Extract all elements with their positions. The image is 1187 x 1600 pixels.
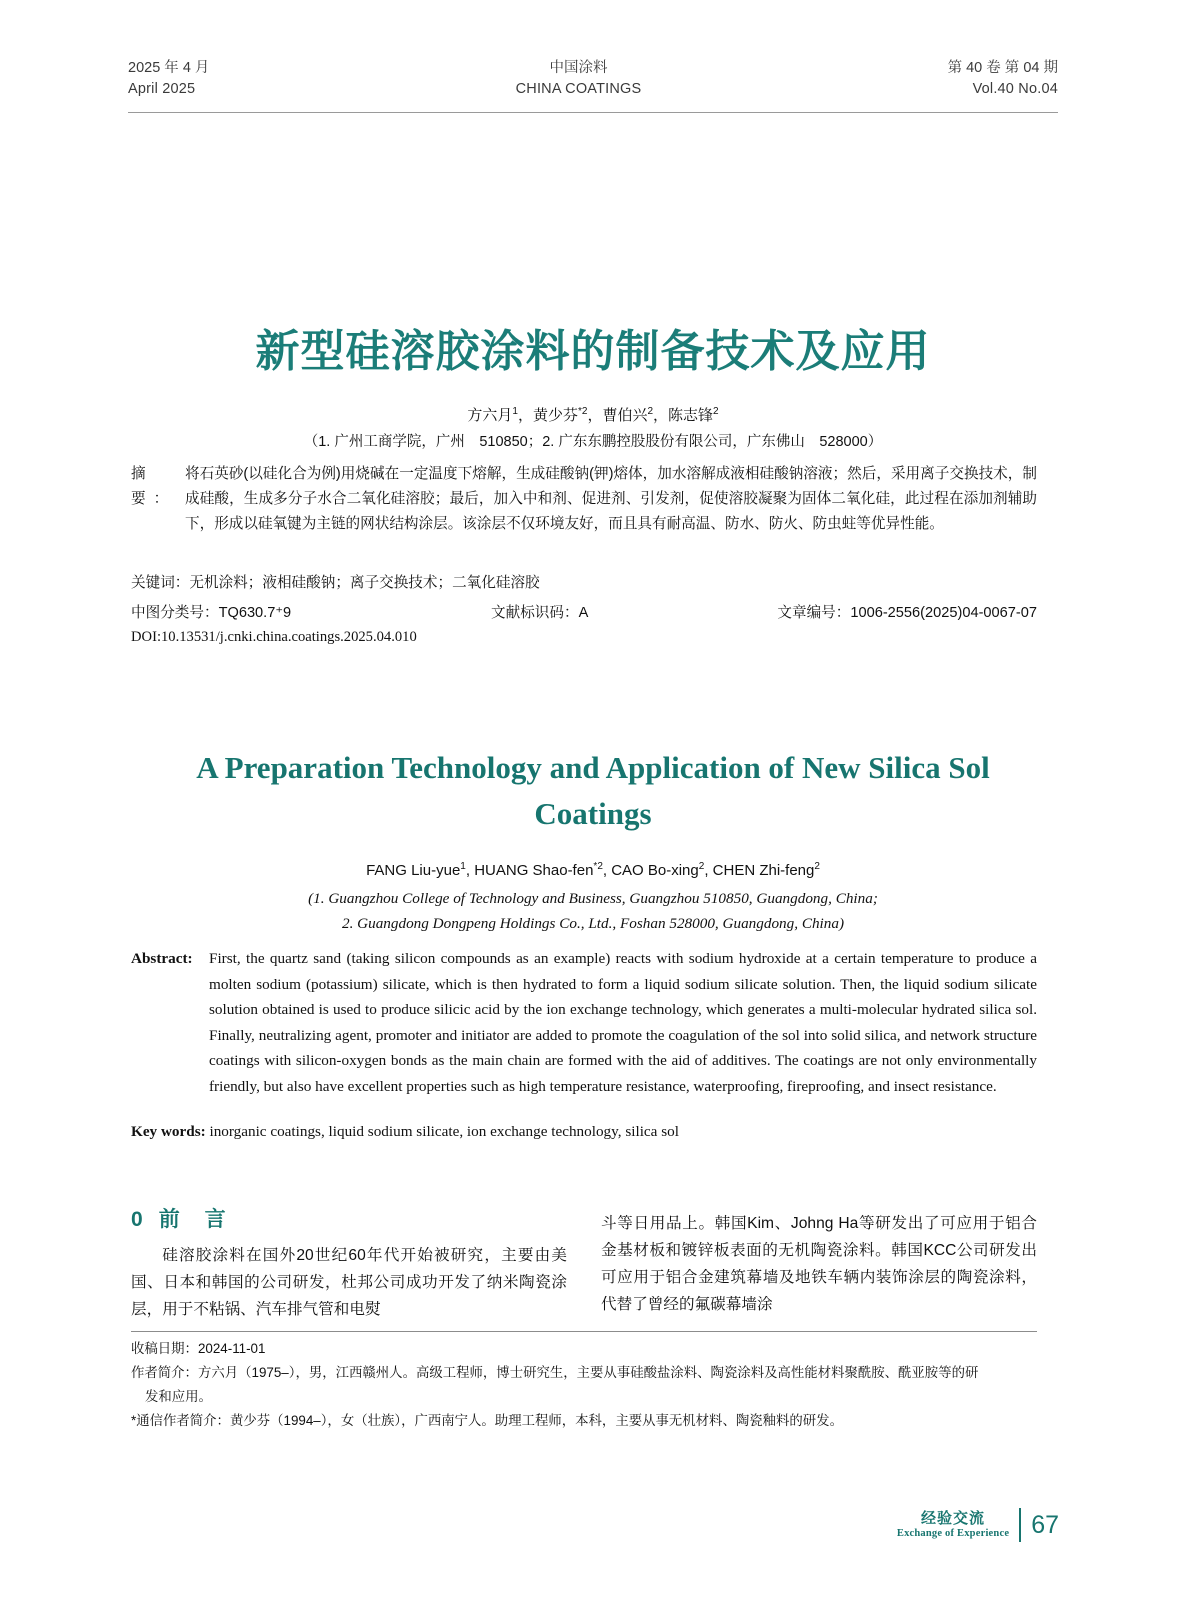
keywords-cn: 关键词：无机涂料；液相硅酸钠；离子交换技术；二氧化硅溶胶 — [131, 575, 540, 591]
section-heading — [131, 1203, 228, 1233]
keywords-en — [131, 1119, 1037, 1144]
volume-issue-cn: 第 40 卷 第 04 期 — [947, 60, 1058, 76]
abstract-text-en: First, the quartz sand (taking silicon compounds as an example) reacts with sodium hydroxide at a certain temperature to produce a molten sodium (potassium) silicate, which is then hydrated to form a liquid sodium silicate solution. Then, the liquid sodium silicate solution obtained is used to produce silicic acid by the ion exchange technology, which generates a multi-molecular hydrated silica sol. Finally, neutralizing agent, promoter and initiator are added to promote the coagulation of the sol into solid silica, and network structure coatings with silicon-oxygen bonds as the main chain are formed with the aid of additives. The coatings are not only environmentally friendly, but also have excellent properties such as high temperature resistance, waterproofing, fireproofing, and insect resistance. — [209, 950, 1037, 1095]
journal-name-cn: 中国涂料 — [549, 60, 608, 76]
footer-divider — [1019, 1508, 1021, 1542]
author-bio-line1: 作者简介：方六月（1975–），男，江西赣州人。高级工程师，博士研究生，主要从事硅酸盐涂料、陶瓷涂料及高性能材料聚酰胺、酰亚胺等的研 — [131, 1365, 979, 1380]
authors-cn: 方六月$^1$，黄少芬$^{*2}$，曹伯兴$^2$，陈志锋$^2$ — [467, 406, 719, 424]
affiliation-en-line1: (1. Guangzhou College of Technology and Business, Guangzhou 510850, Guangdong, China; — [308, 890, 878, 907]
footer-section-en: Exchange of Experience — [896, 1527, 1010, 1539]
affiliation-en — [128, 886, 1058, 936]
footnotes — [131, 1337, 1037, 1433]
affiliation-en-line2: 2. Guangdong Dongpeng Holdings Co., Ltd., Foshan 528000, Guangdong, China) — [341, 915, 845, 932]
page-number: 67 — [1031, 1510, 1059, 1539]
running-head-left — [128, 58, 209, 100]
issue-date-cn: 2025 年 4 月 — [128, 60, 210, 76]
abstract-cn — [131, 462, 1037, 537]
body-column-right: 斗等日用品上。韩国Kim、Johng Ha等研发出了可应用于铝合金基材板和镀锌板表面的无机陶瓷涂料。韩国KCC公司研发出可应用于铝合金建筑幕墙及地铁车辆内装饰涂层的陶瓷涂料，代替了曾经的氟碳幕墙涂 — [601, 1215, 1037, 1313]
issue-date-en: April 2025 — [128, 81, 196, 98]
authors-en: FANG Liu-yue$^1$, HUANG Shao-fen$^{*2}$, CAO Bo-xing$^2$, CHEN Zhi-feng$^2$ — [366, 861, 820, 879]
footnote-divider — [131, 1331, 1037, 1332]
footer-section-cn: 经验交流 — [921, 1510, 986, 1528]
corresponding-author-bio: *通信作者简介：黄少芬（1994–），女（壮族），广西南宁人。助理工程师，本科，主要从事无机材料、陶瓷釉料的研发。 — [131, 1413, 843, 1428]
abstract-label-en: Abstract: — [131, 950, 193, 967]
author-bio-line2: 发和应用。 — [145, 1389, 212, 1404]
abstract-text-cn: 将石英砂(以硅化合为例)用烧碱在一定温度下熔解，生成硅酸钠(钾)熔体，加水溶解成液相硅酸钠溶液；然后，采用离子交换技术，制成硅酸，生成多分子水合二氧化硅溶胶；最后，加入中和剂、促进剂、引发剂，促使溶胶凝聚为固体二氧化硅，此过程在添加剂辅助下，形成以硅氧键为主链的网状结构涂层。该涂层不仅环境友好，而且具有耐高温、防水、防火、防虫蛀等优异性能。 — [185, 466, 1037, 532]
abstract-label-cn: 摘 要： — [131, 466, 177, 507]
section-title: 前 言 — [158, 1208, 228, 1231]
running-head-divider — [128, 112, 1058, 113]
keywords-label-en: Key words: — [131, 1123, 206, 1140]
volume-issue-en: Vol.40 No.04 — [972, 81, 1058, 98]
document-code: 文献标识码：A — [491, 605, 589, 621]
doi: DOI:10.13531/j.cnki.china.coatings.2025.04.010 — [131, 629, 417, 645]
running-head — [128, 58, 1058, 100]
footer-section-label — [897, 1510, 1009, 1539]
journal-name-en: CHINA COATINGS — [515, 81, 642, 98]
affiliation-cn: （1. 广州工商学院，广州 510850；2. 广东东鹏控股股份有限公司，广东佛山 528000） — [303, 434, 883, 450]
clc-number: 中图分类号：TQ630.7⁺9 — [131, 605, 292, 621]
page-footer — [897, 1508, 1059, 1542]
body-column-left: 硅溶胶涂料在国外20世纪60年代开始被研究，主要由美国、日本和韩国的公司研发，杜邦公司成功开发了纳米陶瓷涂层，用于不粘锅、汽车排气管和电熨 — [131, 1247, 567, 1318]
running-head-right — [948, 58, 1058, 100]
running-head-center — [516, 58, 642, 100]
page-title-en: A Preparation Technology and Application of New Silica Sol Coatings — [196, 750, 990, 831]
page-title-cn: 新型硅溶胶涂料的制备技术及应用 — [255, 327, 931, 376]
received-date: 收稿日期：2024-11-01 — [131, 1341, 266, 1356]
classification-row — [131, 601, 1037, 622]
section-number: 0 — [131, 1208, 145, 1231]
abstract-en — [131, 946, 1037, 1099]
keywords-text-en: inorganic coatings, liquid sodium silicate, ion exchange technology, silica sol — [209, 1123, 679, 1140]
article-id: 文章编号：1006-2556(2025)04-0067-07 — [777, 605, 1037, 621]
